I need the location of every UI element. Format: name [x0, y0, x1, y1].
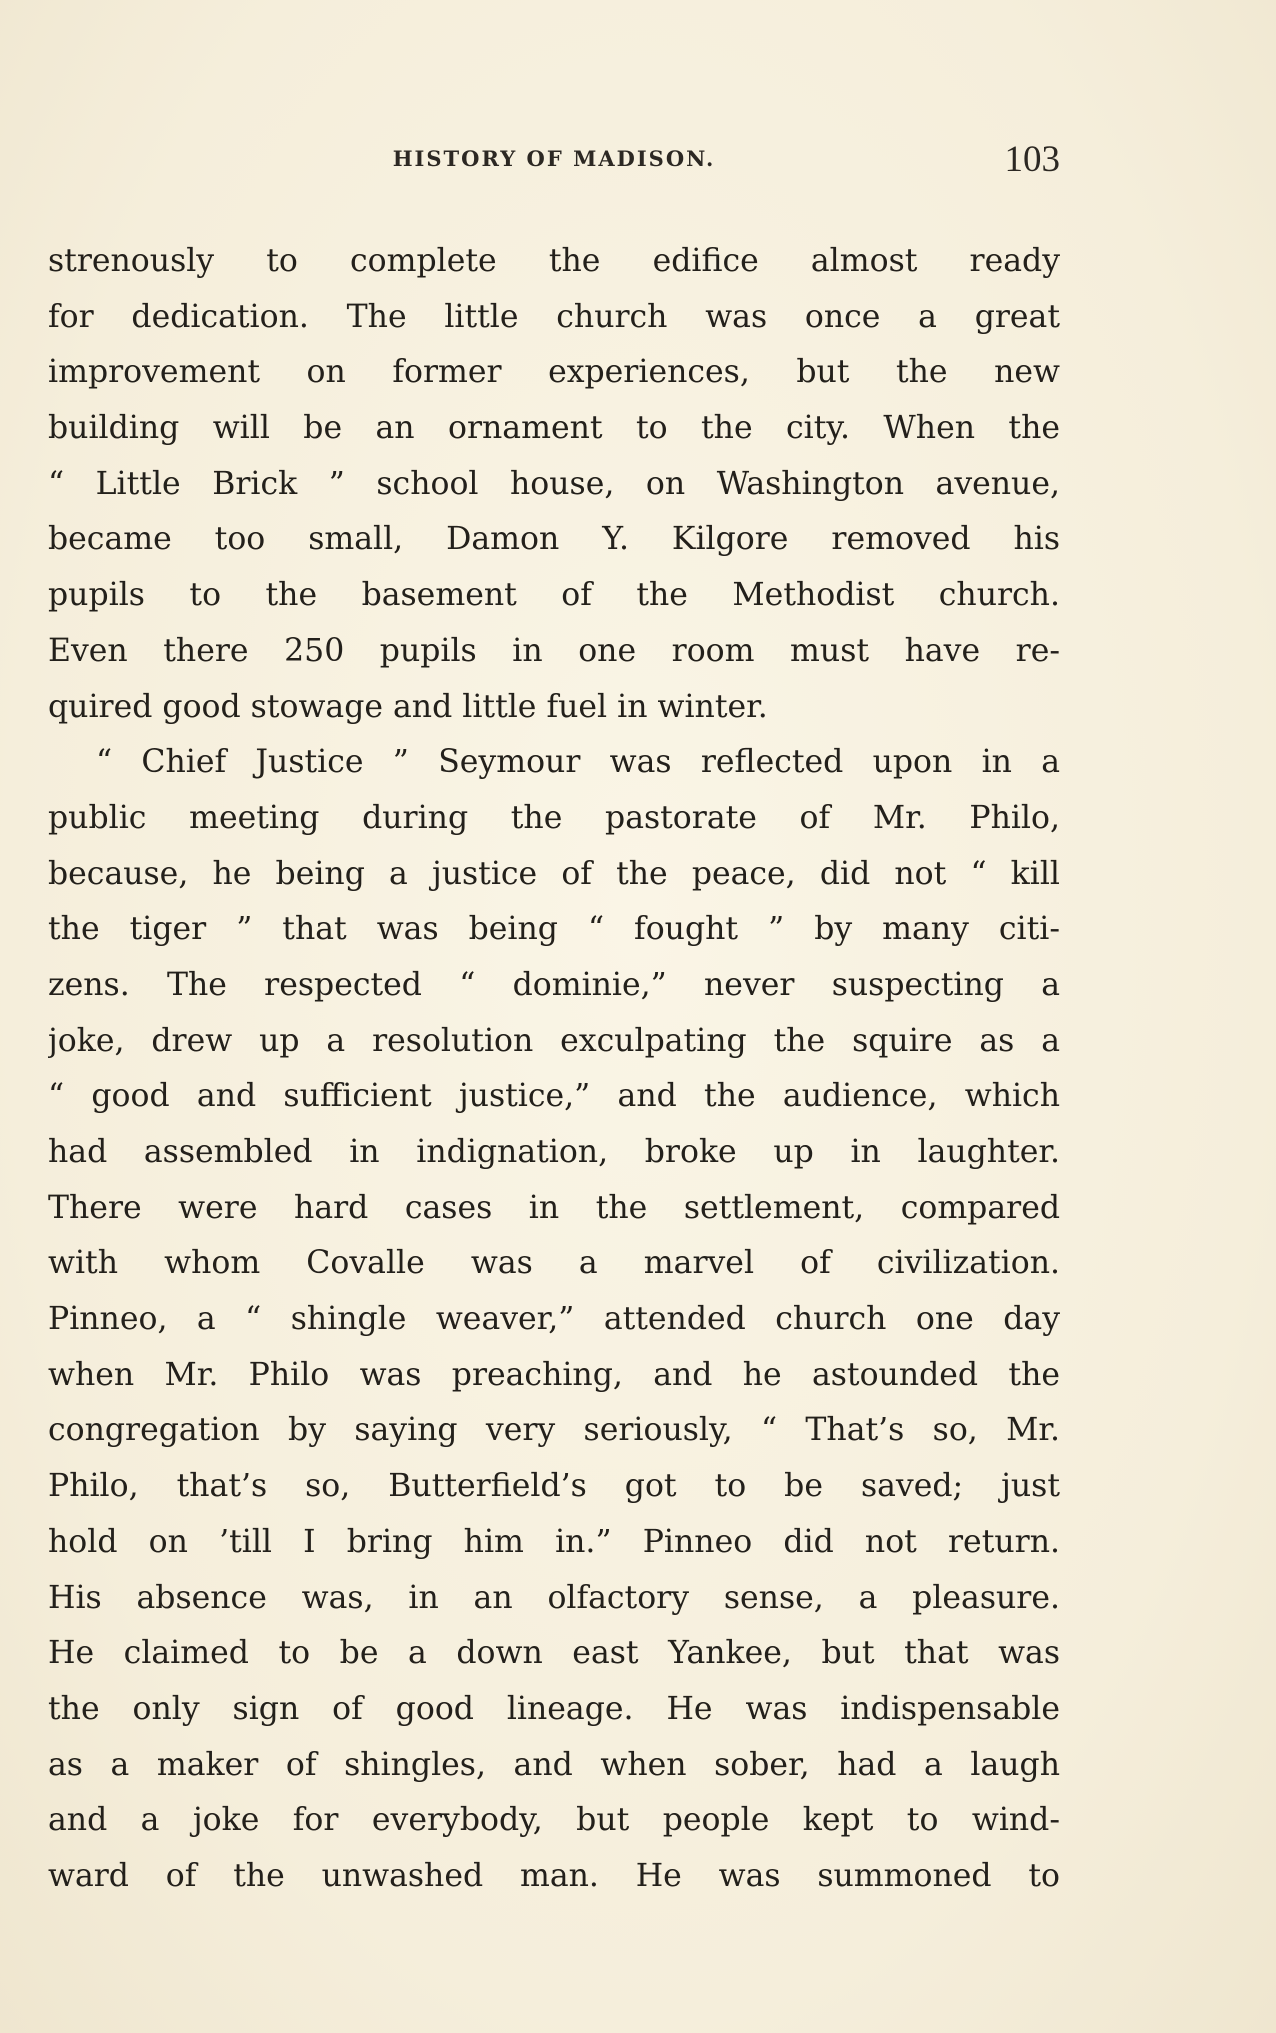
text-line: pupils to the basement of the Methodist church.: [48, 577, 1060, 614]
text-line: “ good and sufficient justice,” and the audience, which: [48, 1078, 1060, 1115]
text-line: the tiger ” that was being “ fought ” by many citi-: [48, 911, 1060, 948]
text-line: the only sign of good lineage. He was indispensable: [48, 1690, 1060, 1727]
text-line: became too small, Damon Y. Kilgore removed his: [48, 521, 1060, 558]
text-line: Philo, that’s so, Butterfield’s got to be saved; just: [48, 1468, 1060, 1505]
text-line: “ Little Brick ” school house, on Washington avenue,: [48, 465, 1060, 502]
text-line: for dedication. The little church was once a great: [48, 298, 1060, 335]
page-number: 103: [1004, 139, 1060, 180]
text-line: joke, drew up a resolution exculpating the squire as a: [48, 1022, 1060, 1059]
text-line: hold on ’till I bring him in.” Pinneo did not return.: [48, 1523, 1060, 1560]
text-line: strenously to complete the edifice almost ready: [48, 243, 1060, 279]
running-title: HISTORY OF MADISON.: [392, 146, 716, 171]
text-line: because, he being a justice of the peace, did not “ kill: [48, 855, 1060, 892]
text-line: public meeting during the pastorate of Mr. Philo,: [48, 799, 1060, 836]
text-line: zens. The respected “ dominie,” never suspecting a: [48, 966, 1060, 1003]
paragraph-start-line: “ Chief Justice ” Seymour was reflected upon in a: [96, 744, 1060, 781]
text-line: He claimed to be a down east Yankee, but that was: [48, 1635, 1060, 1672]
text-line: as a maker of shingles, and when sober, had a laugh: [48, 1746, 1060, 1783]
text-line: congregation by saying very seriously, “ That’s so, Mr.: [48, 1412, 1060, 1449]
body-text: [48, 234, 1060, 1905]
text-line: His absence was, in an olfactory sense, a pleasure.: [48, 1579, 1060, 1616]
text-line: quired good stowage and little fuel in winter.: [48, 688, 768, 725]
text-line: and a joke for everybody, but people kept to wind-: [48, 1802, 1060, 1839]
text-line: had assembled in indignation, broke up in laughter.: [48, 1134, 1060, 1170]
text-line: improvement on former experiences, but the new: [48, 354, 1060, 391]
text-line: Pinneo, a “ shingle weaver,” attended church one day: [48, 1301, 1060, 1338]
text-line: with whom Covalle was a marvel of civilization.: [48, 1245, 1060, 1282]
text-line: when Mr. Philo was preaching, and he astounded the: [48, 1356, 1060, 1393]
text-line: building will be an ornament to the city. When the: [48, 410, 1060, 447]
text-line: Even there 250 pupils in one room must have re-: [48, 632, 1060, 669]
text-line: ward of the unwashed man. He was summoned to: [48, 1857, 1060, 1894]
running-head: [48, 138, 1060, 184]
text-line: There were hard cases in the settlement, compared: [48, 1189, 1060, 1226]
